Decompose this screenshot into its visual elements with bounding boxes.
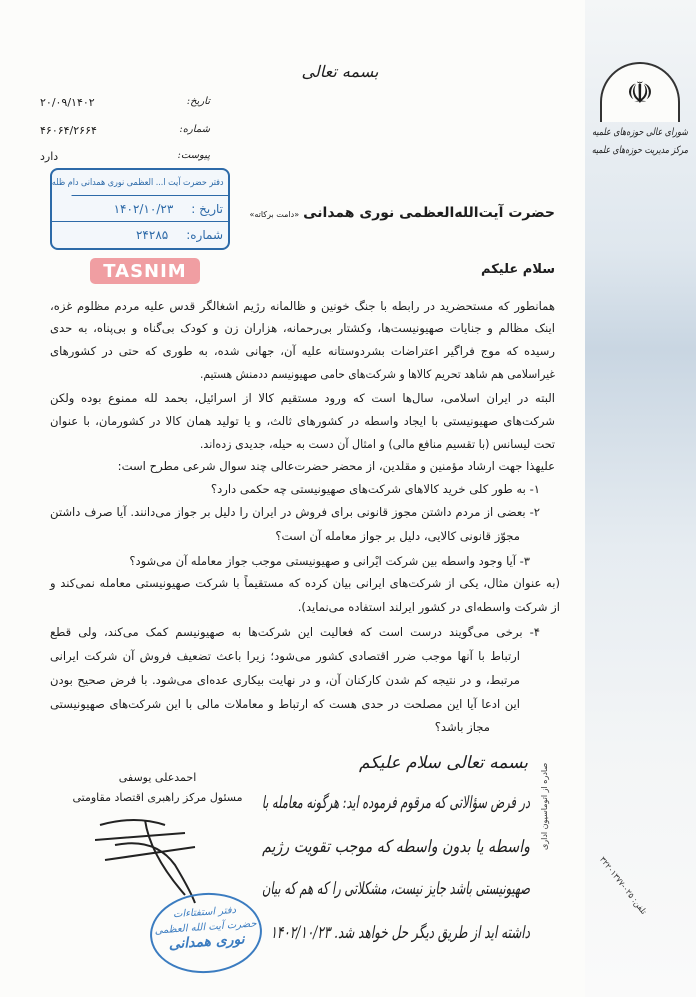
- tasnim-watermark: TASNIM: [90, 258, 200, 284]
- answer-line: بسمه تعالی سلام علیکم: [358, 753, 528, 773]
- meta-attachment: [40, 150, 210, 163]
- body-line: ۲- بعضی از مردم داشتن مجوز قانونی برای فروش در ایران را دلیل بر جواز می‌دانند. آیا صرف داشتن: [50, 505, 540, 519]
- attachment-label: پیوست:: [177, 150, 210, 161]
- body-line: همانطور که مستحضرید در رابطه با جنگ خونین و ظالمانه رژیم اشغالگر قدس علیه مردم مظلوم غزه،: [50, 299, 555, 313]
- signature: [95, 815, 205, 905]
- letterhead-logo: [592, 62, 688, 158]
- body-line: ۴- برخی می‌گویند درست است که فعالیت این شرکت‌ها به صهیونیسم کمک می‌کند، ولی قطع: [50, 625, 540, 639]
- body-line: البته در ایران اسلامی، سال‌ها است که ورود مستقیم کالا از اسرائیل، بحمد لله ممنوع بوده ولکن: [50, 391, 555, 405]
- seal-line: حضرت آیت الله العظمی: [154, 918, 257, 937]
- answer-line: واسطه یا بدون واسطه که موجب تقویت رژیم: [262, 837, 530, 857]
- answer-line: داشته اید از طریق دیگر حل خواهد شد. ۱۴۰۲/۱۰/۲۳: [270, 923, 530, 943]
- number-value: ۴۶۰۶۴/۲۶۶۴: [40, 124, 97, 137]
- date-label: تاریخ:: [186, 96, 210, 107]
- org-name-2: مرکز مدیریت حوزه‌های علمیه: [591, 145, 688, 156]
- body-line: این ادعا آیا این مصلحت در حدی هست که ارتباط و معاملات مالی با این شرکت‌های صهیونیستی: [50, 697, 520, 711]
- body-line: ارتباط با آنها موجب ضرر اقتصادی کشور می‌شود؛ زیرا باعث تضعیف فروش آن شرکت ایرانی: [50, 649, 520, 663]
- body-line: اینک مظالم و جنایات صهیونیست‌ها، وکشتار بی‌رحمانه، هزاران زن و کودک بی‌گناه و بی‌پناه، به حدی: [50, 321, 555, 335]
- signatory-title: مسئول مرکز راهبری اقتصاد مقاومتی: [72, 791, 243, 804]
- stamp-date-value: ۱۴۰۲/۱۰/۲۳: [113, 201, 174, 216]
- greeting: سلام علیکم: [481, 262, 555, 277]
- seal-line: نوری همدانی: [168, 931, 246, 953]
- body-line: شرکت‌های صهیونیستی با ایجاد واسطه در کشورهای ثالث، و یا تولید همان کالا در کشورمان، با عنوان: [50, 414, 555, 428]
- body-line: مجوّز قانونی کالایی، دلیل بر جواز معامله آن است؟: [275, 529, 520, 543]
- body-line: ۱- به طور کلی خرید کالاهای شرکت‌های صهیونیستی چه حکمی دارد؟: [210, 482, 540, 496]
- attachment-value: دارد: [40, 150, 59, 163]
- body-line: مرتبط، و در نتیجه کم شدن کارکنان آن، و در نهایت بیکاری عده‌ای می‌شود. با فرض صحیح بودن: [50, 673, 520, 687]
- number-label: شماره:: [179, 124, 210, 135]
- body-line: غیراسلامی هم شاهد تحریم کالاها و شرکت‌های حامی صهیونیسم ددمنش هستیم.: [199, 367, 555, 381]
- date-value: ۲۰/۰۹/۱۴۰۲: [40, 96, 95, 109]
- iran-emblem-icon: ☫: [600, 62, 680, 122]
- addressee: [250, 205, 555, 221]
- bismillah-header: بسمه تعالی: [301, 62, 379, 81]
- automation-note: صادره از اتوماسیون اداری: [540, 762, 549, 850]
- addressee-honorific: «دامت برکاته»: [249, 210, 300, 219]
- received-stamp: [50, 168, 230, 250]
- stamp-title: دفتر حضرت آیت ا... العظمی نوری همدانی دام ظله: [72, 170, 228, 196]
- signatory-name: احمدعلی یوسفی: [118, 771, 197, 784]
- body-line: ۳- آیا وجود واسطه بین شرکت ایْرانی و صهیونیستی موجب جواز معامله آن می‌شود؟: [129, 554, 530, 568]
- phone-number: تلفن: ۰۲۵-۳۲۲۰۱۳۷۷: [597, 855, 649, 917]
- body-line: علیهذا جهت ارشاد مؤمنین و مقلدین، از محضر حضرت‌عالی چند سوال شرعی مطرح است:: [117, 459, 555, 473]
- stamp-number: [52, 222, 228, 248]
- body-line: رسیده که موج فراگیر اعتراضات بشردوستانه علیه آن، جهانی شده، به طوری که حتی در کشورهای: [50, 344, 555, 358]
- body-line: تحت لیسانس (با تقسیم منافع مالی) و امثال آن دست به حیله، جدیدی زده‌اند.: [199, 437, 555, 451]
- addressee-name: حضرت آیت‌الله‌العظمی نوری همدانی: [303, 205, 555, 221]
- org-name-1: شورای عالی حوزه‌های علمیه: [592, 127, 688, 138]
- stamp-date-label: تاریخ :: [191, 201, 223, 216]
- meta-date: [40, 96, 210, 109]
- meta-number: [40, 124, 210, 137]
- body-line: (به عنوان مثال، یکی از شرکت‌های ایرانی بیان کرده که مستقیماً با شرکت صهیونیستی معامله نمی‌کند و: [50, 576, 560, 590]
- stamp-number-label: شماره:: [186, 228, 223, 242]
- answer-line: صهیونیستی باشد جایز نیست، مشکلاتی را که هم که بیان: [261, 879, 530, 899]
- body-line: از شرکت واسطه‌ای در کشور ایرلند استفاده می‌نماید).: [297, 600, 560, 614]
- stamp-number-value: ۲۴۲۸۵: [135, 228, 169, 242]
- seal-line: دفتر استفتاءات: [172, 904, 237, 921]
- body-line: مجاز باشد؟: [434, 720, 490, 734]
- answer-line: در فرض سؤالاتی که مرقوم فرموده اید: هرگونه معامله با: [261, 793, 530, 813]
- stamp-date: [52, 196, 228, 222]
